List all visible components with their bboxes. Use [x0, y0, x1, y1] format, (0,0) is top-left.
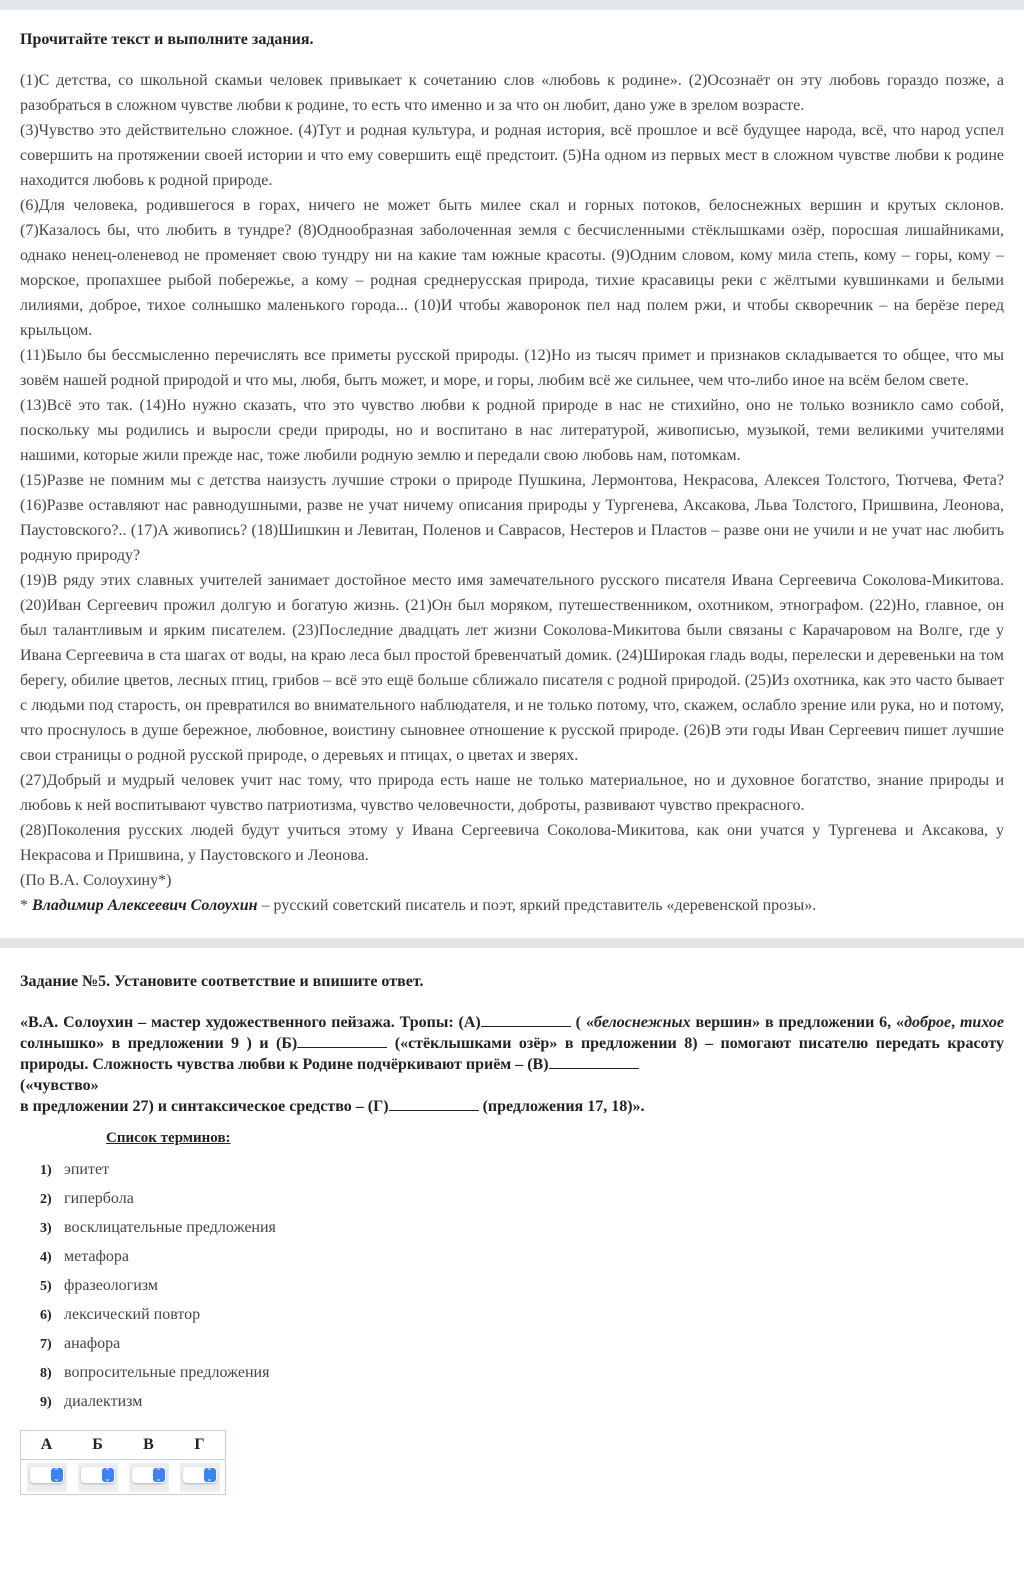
column-header-g: Г — [174, 1431, 226, 1460]
footnote-author-name: Владимир Алексеевич Солоухин — [32, 897, 258, 914]
chevron-up-down-icon: ⌃ ⌄ — [153, 1468, 165, 1482]
term-item — [40, 1242, 1004, 1271]
term-item — [40, 1387, 1004, 1416]
task-text-fragment: вершин» в предложении 6, « — [690, 1014, 905, 1031]
answer-select-g[interactable] — [183, 1467, 217, 1483]
task-heading: Задание №5. Установите соответствие и впишите ответ. — [20, 973, 424, 990]
task-text-fragment: («стёклышками озёр» в предложении 8) – помогают писателю передать красоту природы. Сложность чувства любви к Родине подчёркивают приём – (В) — [20, 1035, 1004, 1073]
column-header-v: В — [123, 1431, 174, 1460]
column-header-a: А — [21, 1431, 73, 1460]
term-label: гипербола — [64, 1190, 134, 1207]
chevron-up-down-icon: ⌃ ⌄ — [102, 1468, 114, 1482]
term-number: 1) — [40, 1163, 52, 1178]
task-text-fragment: «В.А. Солоухин – мастер художественного пейзажа. Тропы: (А) — [20, 1014, 481, 1031]
paragraph: (28)Поколения русских людей будут учиться этому у Ивана Сергеевича Соколова-Микитова, как они учатся у Тургенева и Аксакова, у Некрасова и Пришвина, у Паустовского и Леонова. — [20, 822, 1004, 864]
task-text-fragment: , — [951, 1014, 960, 1031]
term-number: 8) — [40, 1366, 52, 1381]
term-label: анафора — [64, 1335, 121, 1352]
term-number: 3) — [40, 1221, 52, 1236]
reading-heading: Прочитайте текст и выполните задания. — [20, 31, 314, 48]
task-text-line-2 — [20, 1096, 1004, 1117]
blank-g — [389, 1096, 479, 1111]
term-number: 7) — [40, 1337, 52, 1352]
term-label: фразеологизм — [64, 1277, 159, 1294]
column-header-b: Б — [72, 1431, 123, 1460]
answer-cell — [174, 1460, 226, 1495]
footnote-description: – русский советский писатель и поэт, яркий представитель «деревенской прозы». — [257, 897, 817, 914]
answer-select-a[interactable] — [30, 1467, 64, 1483]
term-number: 2) — [40, 1192, 52, 1207]
task-section — [0, 948, 1024, 1495]
terms-list — [20, 1155, 1004, 1416]
term-number: 6) — [40, 1308, 52, 1323]
task-text-line-1 — [20, 1012, 1004, 1096]
blank-b — [297, 1033, 387, 1048]
term-item — [40, 1184, 1004, 1213]
terms-title: Список терминов: — [106, 1130, 231, 1146]
paragraph: (3)Чувство это действительно сложное. (4)Тут и родная культура, и родная история, всё прошлое и всё будущее народа, всё, что народ успел совершить на протяжении своей истории и что ему совершить ещё предстоит. (5)На одном из первых мест в сложном чувстве любви к родине находится любовь к родной природе. — [20, 122, 1004, 189]
paragraph: (15)Разве не помним мы с детства наизусть лучшие строки о природе Пушкина, Лермонтова, Некрасова, Алексея Толстого, Тютчева, Фета? (16)Разве оставляют нас равнодушными, разве не учат ничему описания природы у Тургенева, Аксакова, Льва Толстого, Пришвина, Леонова, Паустовского?.. (17)А живопись? (18)Шишкин и Левитан, Поленов и Саврасов, Нестеров и Пластов – разве они не учили и не учат нас любить родную природу? — [20, 472, 1004, 564]
footnote — [20, 893, 1004, 918]
select-wrapper — [27, 1463, 67, 1492]
paragraph: (27)Добрый и мудрый человек учит нас тому, что природа есть наше не только материальное, но и духовное богатство, знание природы и любовь к ней воспитывают чувство патриотизма, чувство человечности, доброты, развивают чувство прекрасного. — [20, 772, 1004, 814]
task-text-fragment: ( « — [570, 1014, 594, 1031]
task-text-fragment: (предложения 17, 18)». — [478, 1098, 645, 1115]
reading-text — [20, 68, 1004, 918]
term-item — [40, 1213, 1004, 1242]
chevron-up-down-icon: ⌃ ⌄ — [204, 1468, 216, 1482]
paragraph: (11)Было бы бессмысленно перечислять все приметы русской природы. (12)Но из тысяч примет и признаков складывается то общее, что мы зовём нашей родной природой и что мы, любя, быть может, и море, и горы, любим всё же сильнее, чем что-либо иное на всём белом свете. — [20, 347, 1004, 389]
select-wrapper — [180, 1463, 220, 1492]
chevron-up-down-icon: ⌃ ⌄ — [51, 1468, 63, 1482]
paragraph: (19)В ряду этих славных учителей занимает достойное место имя замечательного русского писателя Ивана Сергеевича Соколова-Микитова. (20)Иван Сергеевич прожил долгую и богатую жизнь. (21)Он был моряком, путешественником, охотником, этнографом. (22)Но, главное, он был талантливым и ярким писателем. (23)Последние двадцать лет жизни Соколова-Микитова были связаны с Карачаровом на Волге, где у Ивана Сергеевича в ста шагах от воды, на краю леса был простой бревенчатый домик. (24)Широкая гладь воды, перелески и деревеньки на том берегу, обилие цветов, лесных птиц, грибов – всё это ещё больше сближало писателя с родной природой. (25)Из охотника, как это часто бывает с людьми под старость, он превратился во внимательного наблюдателя, и не только потому, что, скажем, ослабло зрение или рука, но и потому, что проснулось в душе бережное, любовное, воистину сыновнее отношение к русской природе. (26)В эти годы Иван Сергеевич пишет лучшие свои страницы о родной русской природе, о деревьях и птицах, о цветах и зверях. — [20, 572, 1004, 764]
term-item — [40, 1155, 1004, 1184]
term-label: метафора — [64, 1248, 129, 1265]
reading-section — [0, 10, 1024, 918]
footnote-star: * — [20, 897, 32, 914]
task-text-italic: доброе — [904, 1014, 952, 1031]
answer-table-row — [21, 1460, 226, 1495]
term-number: 9) — [40, 1395, 52, 1410]
source-attribution: (По В.А. Солоухину*) — [20, 872, 172, 889]
term-label: эпитет — [64, 1161, 110, 1178]
term-number: 5) — [40, 1279, 52, 1294]
term-item — [40, 1358, 1004, 1387]
task-text-fragment: в предложении 27) и синтаксическое средство – (Г) — [20, 1098, 389, 1115]
task-text-italic: тихое — [959, 1014, 1005, 1031]
task-text-fragment: («чувство» — [20, 1077, 99, 1094]
term-item — [40, 1300, 1004, 1329]
top-divider — [0, 0, 1024, 10]
paragraph: (1)С детства, со школьной скамьи человек привыкает к сочетанию слов «любовь к родине». (2)Осознаёт он эту любовь гораздо позже, а разобраться в сложном чувстве любви к родине, то есть что именно и за что он любит, дано уже в зрелом возрасте. — [20, 72, 1004, 114]
blank-v — [549, 1054, 639, 1069]
answer-cell — [123, 1460, 174, 1495]
paragraph: (13)Всё это так. (14)Но нужно сказать, что это чувство любви к родной природе в нас не стихийно, оно не только возникло само собой, поскольку мы родились и выросли среди природы, но и воспитано в нас литературой, живописью, музыкой, теми великими учителями нашими, которые жили прежде нас, тоже любили родную землю и передали свою любовь нам, потомкам. — [20, 397, 1004, 464]
select-wrapper — [78, 1463, 118, 1492]
term-label: диалектизм — [64, 1393, 143, 1410]
term-item — [40, 1329, 1004, 1358]
blank-a — [481, 1012, 571, 1027]
answer-table — [20, 1430, 226, 1495]
term-label: вопросительные предложения — [64, 1364, 270, 1381]
paragraph: (6)Для человека, родившегося в горах, ничего не может быть милее скал и горных потоков, белоснежных вершин и крутых склонов. (7)Казалось бы, что любить в тундре? (8)Однообразная заболоченная земля с бесчисленными стёклышками озёр, поросшая лишайниками, однако ненец-оленевод не променяет свою тундру ни на какие там южные красоты. (9)Одним словом, кому мила степь, кому – горы, кому – морское, пропахшее рыбой побережье, а кому – родная среднерусская природа, тихие красавицы реки с жёлтыми кувшинками и белыми лилиями, доброе, тихое солнышко маленького города... (10)И чтобы жаворонок пел над полем ржи, и чтобы скворечник – на берёзе перед крыльцом. — [20, 197, 1004, 339]
answer-select-b[interactable] — [81, 1467, 115, 1483]
answer-cell — [72, 1460, 123, 1495]
term-label: восклицательные предложения — [64, 1219, 276, 1236]
term-label: лексический повтор — [64, 1306, 201, 1323]
section-divider — [0, 938, 1024, 948]
term-number: 4) — [40, 1250, 52, 1265]
select-wrapper — [129, 1463, 169, 1492]
task-text — [20, 1012, 1004, 1117]
answer-table-header — [21, 1431, 226, 1460]
answer-cell — [21, 1460, 73, 1495]
term-item — [40, 1271, 1004, 1300]
task-text-italic: белоснежных — [593, 1014, 691, 1031]
answer-select-v[interactable] — [132, 1467, 166, 1483]
task-text-fragment: солнышко» в предложении 9 ) и (Б) — [20, 1035, 298, 1052]
